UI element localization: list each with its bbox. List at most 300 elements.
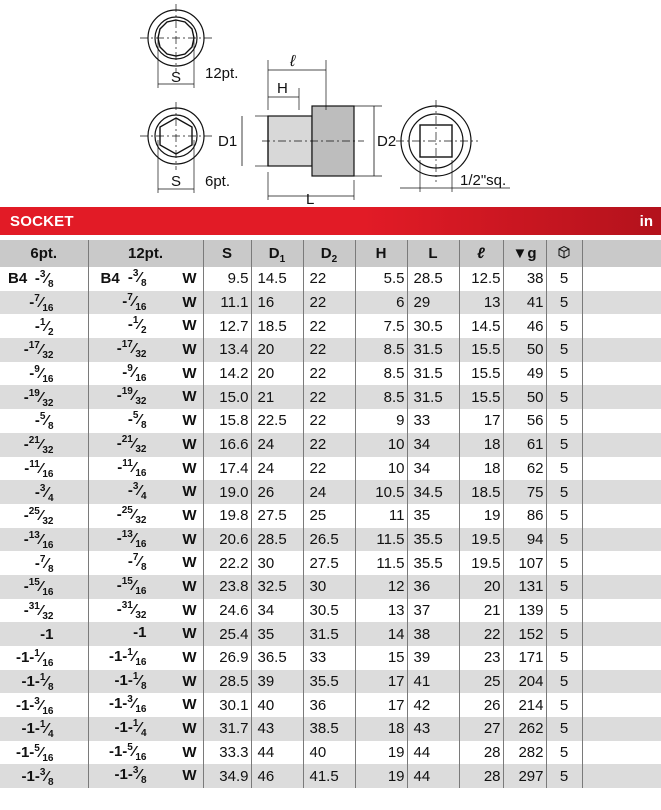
type-code: W [182, 530, 197, 548]
cell-ell: 18 [459, 433, 503, 457]
cell-weight: 56 [503, 409, 546, 433]
cell-weight: 41 [503, 291, 546, 315]
type-code: W [182, 720, 197, 738]
cell-l: 31.5 [407, 385, 459, 409]
table-row [0, 599, 661, 623]
cell-12pt [88, 599, 203, 623]
cell-d1: 35 [251, 622, 303, 646]
table-row [0, 362, 661, 386]
cell-s: 23.8 [203, 575, 251, 599]
cell-qty: 5 [546, 764, 582, 788]
type-code: W [182, 341, 197, 359]
cell-h: 13 [355, 599, 407, 623]
label-square-drive: 1/2"sq. [460, 172, 507, 189]
cell-spacer [582, 670, 661, 694]
cell-s: 25.4 [203, 622, 251, 646]
cell-l: 31.5 [407, 362, 459, 386]
cell-l: 43 [407, 717, 459, 741]
cell-qty: 5 [546, 528, 582, 552]
cell-ell: 22 [459, 622, 503, 646]
table-row [0, 314, 661, 338]
cell-s: 33.3 [203, 741, 251, 765]
cell-qty: 5 [546, 575, 582, 599]
section-title: SOCKET [10, 213, 74, 230]
cell-s: 20.6 [203, 528, 251, 552]
header-weight: ▼g [503, 240, 546, 267]
socket-spec-table [0, 240, 661, 788]
label-6pt: 6pt. [205, 173, 231, 190]
6pt-size: $-^{31}⁄_{32}$ [23, 600, 54, 622]
cell-s: 19.0 [203, 480, 251, 504]
cell-ell: 26 [459, 693, 503, 717]
cell-qty: 5 [546, 409, 582, 433]
cell-6pt [0, 409, 88, 433]
type-code: W [182, 743, 197, 761]
cell-12pt [88, 741, 203, 765]
6pt-size: $-1-^1⁄_8$ [21, 672, 54, 694]
cell-d2: 35.5 [303, 670, 355, 694]
table-row [0, 267, 661, 291]
cell-6pt [0, 575, 88, 599]
cell-d1: 39 [251, 670, 303, 694]
table-row [0, 717, 661, 741]
12pt-size: $-^7⁄_8$ [127, 552, 147, 574]
type-code: W [182, 459, 197, 477]
12pt-size: $-^{19}⁄_{32}$ [116, 386, 147, 408]
cell-h: 18 [355, 717, 407, 741]
6pt-size: $-^5⁄_8$ [34, 411, 54, 433]
cell-d1: 44 [251, 741, 303, 765]
cell-s: 16.6 [203, 433, 251, 457]
cell-weight: 94 [503, 528, 546, 552]
cell-qty: 5 [546, 385, 582, 409]
cell-d2: 22 [303, 433, 355, 457]
cell-h: 15 [355, 646, 407, 670]
12pt-size: $-^{21}⁄_{32}$ [116, 433, 147, 455]
cell-spacer [582, 314, 661, 338]
12pt-size: $-^{13}⁄_{16}$ [116, 528, 147, 550]
header-l: L [407, 240, 459, 267]
type-code: W [182, 672, 197, 690]
table-row [0, 764, 661, 788]
cell-6pt [0, 291, 88, 315]
cell-h: 11.5 [355, 551, 407, 575]
cell-ell: 19 [459, 504, 503, 528]
6pt-size: $-^{25}⁄_{32}$ [23, 506, 54, 528]
label-ell: ℓ [290, 53, 296, 70]
cell-spacer [582, 646, 661, 670]
table-row [0, 646, 661, 670]
type-code: W [182, 483, 197, 501]
cell-6pt [0, 646, 88, 670]
table-header-row [0, 240, 661, 267]
label-l: L [306, 191, 315, 207]
cell-6pt [0, 385, 88, 409]
cell-spacer [582, 693, 661, 717]
header-d1: $D_1$ [251, 240, 303, 267]
cell-ell: 12.5 [459, 267, 503, 291]
cell-d2: 22 [303, 291, 355, 315]
cell-spacer [582, 741, 661, 765]
12pt-size: $-^7⁄_{16}$ [122, 291, 147, 313]
cell-d2: 38.5 [303, 717, 355, 741]
cell-spacer [582, 717, 661, 741]
cell-ell: 28 [459, 764, 503, 788]
cell-qty: 5 [546, 741, 582, 765]
cell-s: 11.1 [203, 291, 251, 315]
cell-qty: 5 [546, 433, 582, 457]
type-code: W [182, 317, 197, 335]
cell-12pt [88, 385, 203, 409]
cell-spacer [582, 764, 661, 788]
cell-6pt [0, 741, 88, 765]
cell-ell: 25 [459, 670, 503, 694]
cell-6pt [0, 670, 88, 694]
6pt-size: $-1-^3⁄_{16}$ [15, 695, 54, 717]
cell-l: 31.5 [407, 338, 459, 362]
cell-spacer [582, 528, 661, 552]
cell-6pt [0, 717, 88, 741]
cell-d1: 22.5 [251, 409, 303, 433]
header-6pt: 6pt. [0, 240, 88, 267]
cell-12pt [88, 670, 203, 694]
table-row [0, 741, 661, 765]
cell-l: 34 [407, 457, 459, 481]
cell-l: 34 [407, 433, 459, 457]
unit-label: in [639, 213, 653, 230]
cell-12pt [88, 480, 203, 504]
12pt-size: $-1-^3⁄_{16}$ [108, 694, 147, 716]
6pt-size: $-1-^5⁄_{16}$ [15, 743, 54, 765]
cell-spacer [582, 480, 661, 504]
table-row [0, 551, 661, 575]
cell-l: 36 [407, 575, 459, 599]
cell-d1: 21 [251, 385, 303, 409]
cell-ell: 15.5 [459, 338, 503, 362]
cell-qty: 5 [546, 362, 582, 386]
cell-h: 11 [355, 504, 407, 528]
cell-ell: 19.5 [459, 551, 503, 575]
cell-spacer [582, 385, 661, 409]
cell-s: 15.8 [203, 409, 251, 433]
cell-12pt [88, 338, 203, 362]
cell-12pt [88, 646, 203, 670]
cell-h: 8.5 [355, 362, 407, 386]
cell-d1: 28.5 [251, 528, 303, 552]
cell-d1: 34 [251, 599, 303, 623]
cell-12pt [88, 693, 203, 717]
cell-s: 31.7 [203, 717, 251, 741]
cell-12pt [88, 764, 203, 788]
cell-weight: 139 [503, 599, 546, 623]
type-code: W [182, 435, 197, 453]
12pt-size: $-^3⁄_4$ [127, 481, 147, 503]
cell-d2: 40 [303, 741, 355, 765]
cell-h: 10.5 [355, 480, 407, 504]
6pt-size: $-^{21}⁄_{32}$ [23, 435, 54, 457]
table-row [0, 409, 661, 433]
cell-h: 6 [355, 291, 407, 315]
cell-weight: 171 [503, 646, 546, 670]
cell-6pt [0, 457, 88, 481]
label-d2: D2 [377, 133, 397, 150]
cell-d1: 40 [251, 693, 303, 717]
6pt-size: $-^{15}⁄_{16}$ [23, 577, 54, 599]
header-box [546, 240, 582, 267]
cell-d2: 22 [303, 385, 355, 409]
cell-l: 35 [407, 504, 459, 528]
cell-spacer [582, 338, 661, 362]
cell-qty: 5 [546, 480, 582, 504]
12pt-size: $-^1⁄_2$ [127, 315, 147, 337]
cell-h: 10 [355, 433, 407, 457]
cell-d2: 41.5 [303, 764, 355, 788]
table-row [0, 504, 661, 528]
cell-qty: 5 [546, 717, 582, 741]
6pt-size: $-^1⁄_2$ [34, 316, 54, 338]
cell-qty: 5 [546, 504, 582, 528]
socket-technical-drawing [0, 0, 661, 207]
label-d1: D1 [218, 133, 238, 150]
cell-s: 19.8 [203, 504, 251, 528]
type-code: W [182, 506, 197, 524]
cell-d2: 25 [303, 504, 355, 528]
cell-12pt [88, 717, 203, 741]
cell-spacer [582, 457, 661, 481]
table-row [0, 457, 661, 481]
cell-ell: 18 [459, 457, 503, 481]
table-row [0, 670, 661, 694]
cell-l: 41 [407, 670, 459, 694]
cell-d1: 32.5 [251, 575, 303, 599]
6pt-size: $-1-^1⁄_{16}$ [15, 648, 54, 670]
type-code: W [182, 412, 197, 430]
type-code: W [182, 388, 197, 406]
cell-12pt [88, 457, 203, 481]
cell-h: 17 [355, 693, 407, 717]
cell-d2: 26.5 [303, 528, 355, 552]
table-row [0, 528, 661, 552]
cell-d1: 18.5 [251, 314, 303, 338]
cell-6pt [0, 551, 88, 575]
cell-d1: 46 [251, 764, 303, 788]
cell-weight: 50 [503, 338, 546, 362]
cell-6pt [0, 764, 88, 788]
cell-weight: 282 [503, 741, 546, 765]
12pt-size: $-1-^1⁄_{16}$ [108, 647, 147, 668]
cell-d1: 14.5 [251, 267, 303, 291]
cell-weight: 62 [503, 457, 546, 481]
label-s-12pt: S [171, 69, 182, 86]
cell-d2: 27.5 [303, 551, 355, 575]
cell-qty: 5 [546, 622, 582, 646]
type-code: W [182, 601, 197, 619]
6pt-size: $-^3⁄_4$ [34, 482, 54, 504]
table-row [0, 693, 661, 717]
cell-l: 33 [407, 409, 459, 433]
cell-l: 35.5 [407, 528, 459, 552]
cell-d1: 26 [251, 480, 303, 504]
cell-spacer [582, 622, 661, 646]
cell-d2: 22 [303, 457, 355, 481]
table-row [0, 575, 661, 599]
cell-d2: 22 [303, 267, 355, 291]
label-12pt: 12pt. [205, 65, 239, 82]
6pt-size: $-1-^1⁄_4$ [21, 719, 54, 741]
cell-s: 17.4 [203, 457, 251, 481]
cell-weight: 214 [503, 693, 546, 717]
cell-spacer [582, 599, 661, 623]
type-code: W [182, 696, 197, 714]
cell-12pt [88, 433, 203, 457]
header-12pt: 12pt. [88, 240, 203, 267]
12pt-size: $-^{15}⁄_{16}$ [116, 575, 147, 597]
cell-d1: 24 [251, 433, 303, 457]
table-row [0, 433, 661, 457]
cell-s: 13.4 [203, 338, 251, 362]
cell-6pt [0, 362, 88, 386]
cell-d1: 30 [251, 551, 303, 575]
cell-spacer [582, 267, 661, 291]
12pt-size: $-^5⁄_8$ [127, 410, 147, 432]
cell-d2: 22 [303, 362, 355, 386]
cell-s: 14.2 [203, 362, 251, 386]
table-row [0, 622, 661, 646]
table-row [0, 480, 661, 504]
cell-h: 11.5 [355, 528, 407, 552]
header-d2: $D_2$ [303, 240, 355, 267]
cell-6pt [0, 693, 88, 717]
cell-weight: 61 [503, 433, 546, 457]
cell-12pt [88, 622, 203, 646]
12pt-size: $-^{25}⁄_{32}$ [116, 504, 147, 526]
6pt-size: $-^3⁄_8$ [34, 269, 54, 291]
cell-ell: 23 [459, 646, 503, 670]
6pt-size: $-^{17}⁄_{32}$ [23, 340, 54, 362]
cell-s: 28.5 [203, 670, 251, 694]
cell-l: 29 [407, 291, 459, 315]
cell-s: 22.2 [203, 551, 251, 575]
cell-spacer [582, 291, 661, 315]
cell-ell: 28 [459, 741, 503, 765]
cell-ell: 15.5 [459, 385, 503, 409]
series-prefix: B4 [100, 270, 120, 287]
cell-qty: 5 [546, 291, 582, 315]
12pt-size: $-^{17}⁄_{32}$ [116, 339, 147, 361]
cell-ell: 27 [459, 717, 503, 741]
cell-ell: 20 [459, 575, 503, 599]
12pt-size: $-^3⁄_8$ [127, 268, 147, 289]
header-s: S [203, 240, 251, 267]
cell-h: 8.5 [355, 385, 407, 409]
cell-s: 34.9 [203, 764, 251, 788]
cell-s: 15.0 [203, 385, 251, 409]
cell-d2: 24 [303, 480, 355, 504]
cell-s: 30.1 [203, 693, 251, 717]
cell-h: 8.5 [355, 338, 407, 362]
cell-ell: 15.5 [459, 362, 503, 386]
cell-ell: 13 [459, 291, 503, 315]
cell-h: 14 [355, 622, 407, 646]
cell-6pt [0, 480, 88, 504]
cell-ell: 18.5 [459, 480, 503, 504]
cell-s: 12.7 [203, 314, 251, 338]
cell-qty: 5 [546, 314, 582, 338]
12pt-size: $-^9⁄_{16}$ [122, 362, 147, 384]
cell-l: 38 [407, 622, 459, 646]
cell-qty: 5 [546, 551, 582, 575]
cell-l: 34.5 [407, 480, 459, 504]
cell-l: 35.5 [407, 551, 459, 575]
cell-d2: 33 [303, 646, 355, 670]
box-icon [557, 245, 571, 259]
cell-qty: 5 [546, 457, 582, 481]
cell-d1: 36.5 [251, 646, 303, 670]
cell-l: 44 [407, 764, 459, 788]
cell-s: 9.5 [203, 267, 251, 291]
cell-d1: 20 [251, 338, 303, 362]
cell-qty: 5 [546, 693, 582, 717]
cell-weight: 152 [503, 622, 546, 646]
cell-d2: 22 [303, 338, 355, 362]
6pt-size: $-^7⁄_8$ [34, 553, 54, 575]
cell-l: 28.5 [407, 267, 459, 291]
cell-h: 17 [355, 670, 407, 694]
cell-spacer [582, 551, 661, 575]
cell-d2: 31.5 [303, 622, 355, 646]
cell-ell: 14.5 [459, 314, 503, 338]
12pt-size: $-1-^1⁄_4$ [114, 718, 147, 740]
header-ell: ℓ [459, 240, 503, 267]
cell-ell: 19.5 [459, 528, 503, 552]
cell-weight: 297 [503, 764, 546, 788]
type-code: W [182, 577, 197, 595]
6pt-size: $-^{11}⁄_{16}$ [24, 458, 54, 480]
table-row [0, 291, 661, 315]
cell-h: 19 [355, 741, 407, 765]
series-prefix: B4 [8, 270, 28, 288]
cell-s: 24.6 [203, 599, 251, 623]
cell-l: 39 [407, 646, 459, 670]
cell-weight: 204 [503, 670, 546, 694]
cell-qty: 5 [546, 646, 582, 670]
cell-d2: 36 [303, 693, 355, 717]
cell-12pt [88, 362, 203, 386]
table-row [0, 385, 661, 409]
cell-l: 44 [407, 741, 459, 765]
cell-spacer [582, 504, 661, 528]
cell-spacer [582, 433, 661, 457]
cell-spacer [582, 409, 661, 433]
cell-h: 5.5 [355, 267, 407, 291]
cell-6pt [0, 267, 88, 291]
cell-h: 10 [355, 457, 407, 481]
cell-12pt [88, 551, 203, 575]
cell-ell: 21 [459, 599, 503, 623]
type-code: W [182, 625, 197, 643]
header-h: H [355, 240, 407, 267]
header-spacer [582, 240, 661, 267]
12pt-size: $-^{31}⁄_{32}$ [116, 599, 147, 621]
cell-spacer [582, 575, 661, 599]
6pt-size: $-^7⁄_{16}$ [29, 293, 54, 315]
cell-qty: 5 [546, 599, 582, 623]
cell-weight: 86 [503, 504, 546, 528]
cell-d1: 16 [251, 291, 303, 315]
cell-weight: 38 [503, 267, 546, 291]
12pt-size: $-1-^1⁄_8$ [114, 670, 147, 692]
cell-weight: 50 [503, 385, 546, 409]
